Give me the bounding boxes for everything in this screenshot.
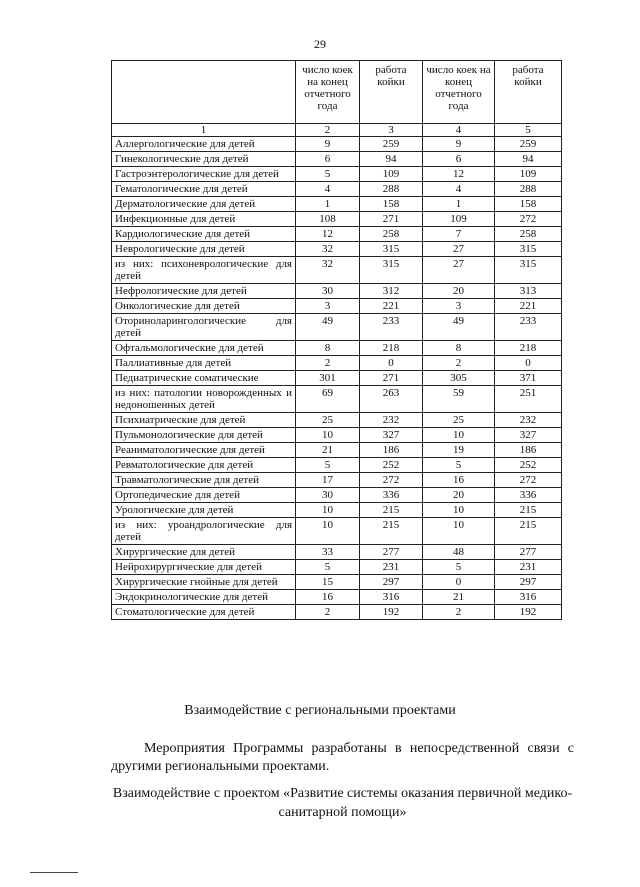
row-label: Гастроэнтерологические для детей <box>112 167 296 182</box>
row-value: 7 <box>423 227 495 242</box>
row-value: 30 <box>296 284 360 299</box>
row-value: 6 <box>296 152 360 167</box>
row-label: Онкологические для детей <box>112 299 296 314</box>
footnote-divider <box>30 872 78 873</box>
section-title: Взаимодействие с региональными проектами <box>184 703 456 718</box>
row-value: 272 <box>495 212 562 227</box>
row-value: 32 <box>296 257 360 284</box>
row-value: 271 <box>360 212 423 227</box>
row-label: Ревматологические для детей <box>112 458 296 473</box>
header-cell-work-2: работа койки <box>495 61 562 124</box>
row-value: 186 <box>495 443 562 458</box>
row-value: 313 <box>495 284 562 299</box>
row-value: 231 <box>360 560 423 575</box>
row-value: 21 <box>423 590 495 605</box>
index-cell: 4 <box>423 124 495 137</box>
row-value: 2 <box>296 605 360 620</box>
row-value: 5 <box>296 560 360 575</box>
table-row <box>112 590 562 605</box>
table-row <box>112 182 562 197</box>
row-value: 109 <box>495 167 562 182</box>
row-value: 288 <box>495 182 562 197</box>
row-value: 336 <box>495 488 562 503</box>
table-row <box>112 386 562 413</box>
row-value: 259 <box>360 137 423 152</box>
row-label: Хирургические для детей <box>112 545 296 560</box>
row-value: 218 <box>495 341 562 356</box>
row-value: 327 <box>495 428 562 443</box>
row-value: 27 <box>423 242 495 257</box>
row-value: 17 <box>296 473 360 488</box>
row-value: 19 <box>423 443 495 458</box>
row-value: 10 <box>423 503 495 518</box>
row-value: 27 <box>423 257 495 284</box>
index-cell: 5 <box>495 124 562 137</box>
row-value: 221 <box>495 299 562 314</box>
row-label: Офтальмологические для детей <box>112 341 296 356</box>
row-value: 232 <box>360 413 423 428</box>
row-value: 215 <box>495 503 562 518</box>
row-label: Гематологические для детей <box>112 182 296 197</box>
row-value: 9 <box>296 137 360 152</box>
row-value: 10 <box>423 428 495 443</box>
row-value: 0 <box>423 575 495 590</box>
row-value: 8 <box>423 341 495 356</box>
row-value: 10 <box>296 518 360 545</box>
row-value: 2 <box>423 605 495 620</box>
header-cell-beds-2: число коек на конец отчетного года <box>423 61 495 124</box>
row-value: 12 <box>423 167 495 182</box>
row-value: 25 <box>296 413 360 428</box>
table-row <box>112 443 562 458</box>
beds-table <box>111 60 562 620</box>
table-row <box>112 413 562 428</box>
row-value: 4 <box>423 182 495 197</box>
header-cell-work-1: работа койки <box>360 61 423 124</box>
row-value: 315 <box>495 257 562 284</box>
table-row <box>112 605 562 620</box>
row-value: 305 <box>423 371 495 386</box>
row-label: Оториноларингологические для детей <box>112 314 296 341</box>
row-value: 316 <box>495 590 562 605</box>
row-value: 252 <box>495 458 562 473</box>
row-value: 232 <box>495 413 562 428</box>
table-row <box>112 341 562 356</box>
row-value: 2 <box>423 356 495 371</box>
table-row <box>112 545 562 560</box>
table-row <box>112 371 562 386</box>
row-value: 4 <box>296 182 360 197</box>
table-row <box>112 503 562 518</box>
table-row <box>112 137 562 152</box>
row-value: 109 <box>360 167 423 182</box>
row-value: 215 <box>360 518 423 545</box>
row-label: Эндокринологические для детей <box>112 590 296 605</box>
row-value: 158 <box>495 197 562 212</box>
row-value: 371 <box>495 371 562 386</box>
table-row <box>112 575 562 590</box>
row-value: 233 <box>495 314 562 341</box>
row-label: Хирургические гнойные для детей <box>112 575 296 590</box>
row-value: 316 <box>360 590 423 605</box>
row-value: 2 <box>296 356 360 371</box>
row-value: 297 <box>360 575 423 590</box>
row-value: 49 <box>296 314 360 341</box>
row-value: 0 <box>360 356 423 371</box>
header-cell-name <box>112 61 296 124</box>
row-label: Педиатрические соматические <box>112 371 296 386</box>
row-label: Нефрологические для детей <box>112 284 296 299</box>
row-value: 288 <box>360 182 423 197</box>
row-value: 277 <box>495 545 562 560</box>
row-value: 15 <box>296 575 360 590</box>
row-value: 16 <box>296 590 360 605</box>
row-value: 94 <box>360 152 423 167</box>
row-value: 20 <box>423 488 495 503</box>
row-value: 158 <box>360 197 423 212</box>
row-value: 315 <box>360 242 423 257</box>
index-cell: 2 <box>296 124 360 137</box>
table-row <box>112 284 562 299</box>
row-value: 25 <box>423 413 495 428</box>
row-value: 259 <box>495 137 562 152</box>
row-value: 221 <box>360 299 423 314</box>
row-value: 297 <box>495 575 562 590</box>
row-value: 186 <box>360 443 423 458</box>
row-value: 5 <box>423 458 495 473</box>
row-label: Ортопедические для детей <box>112 488 296 503</box>
row-value: 192 <box>495 605 562 620</box>
row-label: Неврологические для детей <box>112 242 296 257</box>
table-header-row <box>112 61 562 124</box>
row-value: 59 <box>423 386 495 413</box>
row-value: 20 <box>423 284 495 299</box>
table-row <box>112 299 562 314</box>
row-value: 252 <box>360 458 423 473</box>
table-row <box>112 518 562 545</box>
row-label: Нейрохирургические для детей <box>112 560 296 575</box>
row-value: 271 <box>360 371 423 386</box>
row-value: 5 <box>423 560 495 575</box>
row-value: 192 <box>360 605 423 620</box>
row-value: 109 <box>423 212 495 227</box>
row-value: 3 <box>296 299 360 314</box>
index-cell: 3 <box>360 124 423 137</box>
row-value: 258 <box>360 227 423 242</box>
row-label: Стоматологические для детей <box>112 605 296 620</box>
page-number: 29 <box>314 37 326 51</box>
row-label: Инфекционные для детей <box>112 212 296 227</box>
row-value: 312 <box>360 284 423 299</box>
row-label: Психиатрические для детей <box>112 413 296 428</box>
table-row <box>112 560 562 575</box>
row-value: 49 <box>423 314 495 341</box>
row-value: 258 <box>495 227 562 242</box>
row-value: 48 <box>423 545 495 560</box>
table-row <box>112 473 562 488</box>
row-value: 263 <box>360 386 423 413</box>
row-value: 327 <box>360 428 423 443</box>
table-row <box>112 356 562 371</box>
row-value: 94 <box>495 152 562 167</box>
row-label: Паллиативные для детей <box>112 356 296 371</box>
row-value: 272 <box>495 473 562 488</box>
table-row <box>112 227 562 242</box>
table-row <box>112 257 562 284</box>
row-value: 12 <box>296 227 360 242</box>
row-value: 10 <box>296 428 360 443</box>
row-value: 10 <box>296 503 360 518</box>
column-index-row <box>112 124 562 137</box>
row-label: Дерматологические для детей <box>112 197 296 212</box>
header-cell-beds-1: число коек на конец отчетного года <box>296 61 360 124</box>
row-value: 251 <box>495 386 562 413</box>
row-label: из них: психоневрологические для детей <box>112 257 296 284</box>
row-label: Травматологические для детей <box>112 473 296 488</box>
row-value: 315 <box>360 257 423 284</box>
row-value: 277 <box>360 545 423 560</box>
row-value: 5 <box>296 167 360 182</box>
row-value: 301 <box>296 371 360 386</box>
row-value: 16 <box>423 473 495 488</box>
row-value: 9 <box>423 137 495 152</box>
row-value: 21 <box>296 443 360 458</box>
table-row <box>112 428 562 443</box>
row-label: из них: патологии новорожденных и недоношенных детей <box>112 386 296 413</box>
row-value: 33 <box>296 545 360 560</box>
table-row <box>112 152 562 167</box>
row-label: Гинекологические для детей <box>112 152 296 167</box>
table-row <box>112 197 562 212</box>
row-label: Пульмонологические для детей <box>112 428 296 443</box>
row-value: 336 <box>360 488 423 503</box>
row-value: 215 <box>360 503 423 518</box>
row-value: 1 <box>423 197 495 212</box>
row-value: 3 <box>423 299 495 314</box>
row-value: 218 <box>360 341 423 356</box>
row-value: 0 <box>495 356 562 371</box>
row-value: 5 <box>296 458 360 473</box>
row-label: Аллергологические для детей <box>112 137 296 152</box>
table-row <box>112 167 562 182</box>
row-label: Урологические для детей <box>112 503 296 518</box>
table-row <box>112 458 562 473</box>
row-value: 1 <box>296 197 360 212</box>
index-cell: 1 <box>112 124 296 137</box>
table-row <box>112 212 562 227</box>
row-value: 6 <box>423 152 495 167</box>
body-paragraph: Мероприятия Программы разработаны в непосредственной связи с другими региональными проектами. <box>111 741 574 774</box>
table-row <box>112 488 562 503</box>
row-value: 8 <box>296 341 360 356</box>
row-value: 108 <box>296 212 360 227</box>
row-value: 30 <box>296 488 360 503</box>
row-label: из них: уроандрологические для детей <box>112 518 296 545</box>
row-value: 315 <box>495 242 562 257</box>
table-row <box>112 242 562 257</box>
row-value: 233 <box>360 314 423 341</box>
table-row <box>112 314 562 341</box>
row-value: 69 <box>296 386 360 413</box>
row-value: 231 <box>495 560 562 575</box>
row-value: 32 <box>296 242 360 257</box>
row-value: 215 <box>495 518 562 545</box>
row-label: Кардиологические для детей <box>112 227 296 242</box>
row-value: 10 <box>423 518 495 545</box>
row-label: Реаниматологические для детей <box>112 443 296 458</box>
subsection-title: Взаимодействие с проектом «Развитие системы оказания первичной медико-санитарной помощи» <box>112 786 573 820</box>
row-value: 272 <box>360 473 423 488</box>
